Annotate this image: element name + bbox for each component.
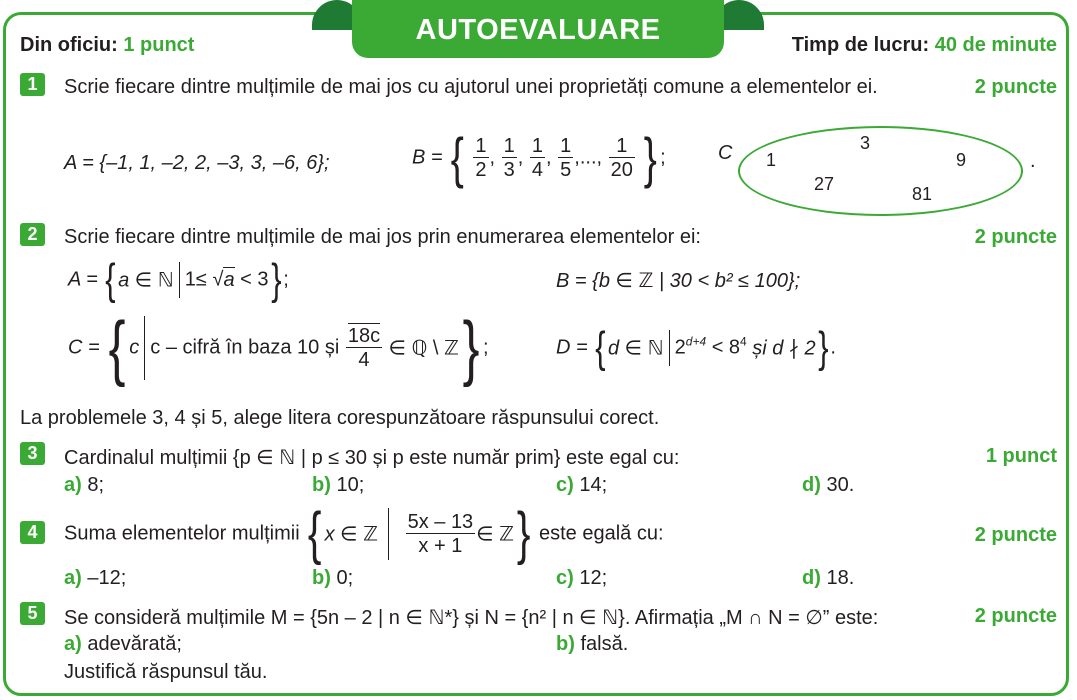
option-letter: b) [556,633,575,655]
set-c-label: C [718,142,733,164]
frac-num: 1 [531,134,544,157]
fraction-1-3 [502,135,517,182]
frac-num: 1 [616,134,628,157]
brace-right: } [462,308,480,388]
option-value: 8; [87,474,105,496]
problem-1-number: 1 [20,73,45,96]
set-a-2 [68,255,289,304]
problem-2-text: Scrie fiecare dintre mulțimile de mai jos prin enumerarea elementelor ei: [64,226,701,248]
problem-5-points: 2 puncte [974,605,1057,627]
frac-den: 2 [475,158,487,181]
set-a-2-left: A = [68,268,98,291]
din-oficiu-label: Din oficiu: [20,34,118,56]
set-divider [669,330,670,366]
page-title: AUTOEVALUARE [352,0,724,58]
fraction-5x-13 [406,511,476,558]
problem-2-number: 2 [20,223,45,246]
option-letter: b) [312,567,331,589]
set-c-element: 81 [912,184,933,204]
frac-den: 5 [560,158,572,181]
power-base: 2 [674,336,686,359]
set-a-2-cond-1: 1≤ [184,268,207,291]
problem-4-points: 2 puncte [974,524,1057,546]
problem-4-text-after: este egală cu: [539,522,664,545]
problem-5-number: 5 [20,602,45,625]
option-letter: c) [556,474,574,496]
problem-4-text-before: Suma elementelor mulțimii [64,522,300,545]
set-divider [144,316,145,380]
brace-left: { [595,323,606,372]
set-d-2 [556,323,836,372]
option-value: adevărată; [87,633,182,655]
set-c-2-suffix: ; [483,336,489,359]
frac-num: 1 [475,134,487,157]
set-a-1 [64,152,330,175]
option-value: 30. [826,474,855,496]
frac-den: x + 1 [406,533,476,558]
set-a-2-inner: a ∈ ℕ [118,269,174,292]
option-letter: a) [64,474,82,496]
problem-3-number: 3 [20,442,45,465]
fraction-1-2 [473,135,488,182]
set-d-2-inner: d ∈ ℕ [607,337,664,360]
frac-num: 1 [503,134,515,157]
problem-5-text: Se consideră mulțimile M = {5n – 2 | n ∈ ℕ*} și N = {n² | n ∈ ℕ}. Afirmația „M ∩ N = ∅” este: [64,607,879,629]
set-inner: x ∈ ℤ [324,523,379,546]
set-c-2 [68,308,489,388]
frac-den: 20 [610,158,633,181]
frac-tail: ∈ ℤ [476,523,515,546]
venn-ellipse-c [738,126,1023,216]
set-a-2-cond-2: < 3 [240,268,269,291]
brace-right: } [270,255,281,304]
set-c-2-tail: ∈ ℚ \ ℤ [388,337,459,360]
fraction-1-5 [558,135,573,182]
din-oficiu-value: 1 punct [123,34,195,56]
set-c-suffix: . [1030,150,1036,172]
set-divider [388,508,389,560]
set-c-2-inner: c [129,336,140,359]
option-letter: c) [556,567,574,589]
set-d-2-left: D = [556,336,588,359]
option-value: 12; [579,567,608,589]
option-a[interactable] [64,633,182,656]
set-b-1: B = { $\frac{1}{2}$ , $\frac{1}{3}$ , $\frac{1}{4}$ , $\frac{1}{5}$ ,..., $\frac{1}{20}$ } ; [412,126,666,189]
set-divider [179,262,180,298]
timp-de-lucru [792,34,1057,57]
problem-4-number: 4 [20,521,45,544]
frac-den: 3 [503,158,515,181]
power-exponent: d+4 [685,334,707,349]
fraction-1-20 [609,135,635,182]
set-a-2-suffix: ; [283,268,289,291]
option-value: 18. [826,567,855,589]
problem-4-text [64,501,664,566]
option-value: 0; [336,567,354,589]
option-letter: a) [64,567,82,589]
set-c-element: 3 [860,133,871,153]
option-d[interactable] [802,567,854,590]
brace-right: } [644,126,658,189]
set-c-2-cond: c – cifră în baza 10 și [150,336,340,359]
option-letter: b) [312,474,331,496]
instruction: La problemele 3, 4 și 5, alege litera corespunzătoare răspunsului corect. [20,407,660,429]
brace-right: } [817,323,829,372]
brace-left: { [308,501,322,566]
set-c-element: 1 [766,150,777,170]
problem-1-points: 2 puncte [974,76,1057,98]
set-b-2: B = {b ∈ ℤ | 30 < b² ≤ 100}; [556,270,801,292]
justify-text: Justifică răspunsul tău. [64,661,268,683]
problem-3-text: Cardinalul mulțimii {p ∈ ℕ | p ≤ 30 și p este număr prim} este egal cu: [64,447,680,469]
option-letter: d) [802,567,821,589]
timp-value: 40 de minute [934,34,1057,56]
set-d-2-suffix: . [830,336,836,359]
option-a[interactable] [64,474,104,497]
sqrt-symbol: √ [212,268,224,291]
power-exponent: 4 [740,334,747,349]
option-value: 14; [579,474,608,496]
frac-den: 4 [346,347,382,372]
set-b-1-prefix: B = [412,146,443,169]
option-c[interactable] [556,474,607,497]
timp-label: Timp de lucru: [791,34,930,56]
brace-left: { [105,255,116,304]
brace-left: { [108,308,126,388]
ellipsis: ..., [579,146,603,169]
set-c-element: 9 [956,150,967,170]
set-c-element: 27 [814,174,835,194]
set-a-1-text: A = {–1, 1, –2, 2, –3, 3, –6, 6}; [64,152,330,174]
option-a[interactable] [64,567,126,590]
set-d-2-mid: < 8 [711,336,741,359]
frac-num: 1 [560,134,572,157]
option-value: 10; [336,474,365,496]
option-b[interactable] [312,474,364,497]
frac-den: 4 [531,158,544,181]
option-b[interactable] [312,567,353,590]
problem-3-points: 1 punct [985,445,1057,467]
din-oficiu [20,34,194,57]
fraction-18c-4 [346,325,382,372]
fraction-1-4 [530,135,545,182]
set-c-2-left: C = [68,336,100,359]
brace-right: } [516,501,531,566]
sqrt-radicand: a [223,268,235,291]
option-b[interactable] [556,633,628,656]
brace-left: { [450,126,465,189]
option-letter: a) [64,633,82,655]
option-value: falsă. [580,633,629,655]
problem-1-text: Scrie fiecare dintre mulțimile de mai jos cu ajutorul unei proprietăți comune a elementelor ei. [64,76,878,98]
frac-num: 18c [347,324,381,347]
set-d-2-tail: și d ∤ 2 [752,337,816,360]
option-d[interactable] [802,474,854,497]
option-letter: d) [802,474,821,496]
problem-2-points: 2 puncte [974,226,1057,248]
option-value: –12; [87,567,127,589]
frac-num: 5x – 13 [407,510,474,533]
set-b-1-suffix: ; [660,146,666,169]
option-c[interactable] [556,567,607,590]
